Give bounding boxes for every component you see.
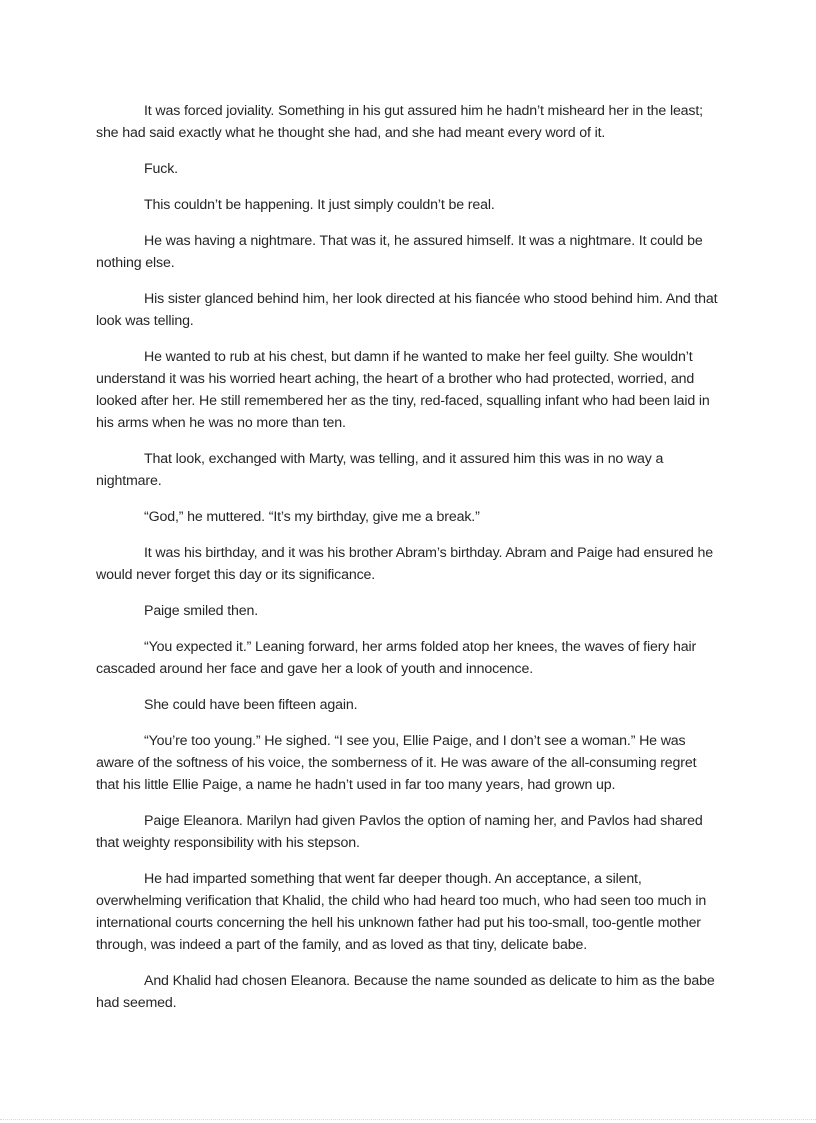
page-bottom-divider	[0, 1119, 816, 1120]
paragraph: “God,” he muttered. “It’s my birthday, give me a break.”	[144, 509, 480, 525]
paragraph: Paige Eleanora. Marilyn had given Pavlos the option of naming her, and Pavlos had shared that weighty responsibility with his stepson.	[96, 813, 703, 851]
paragraph: That look, exchanged with Marty, was telling, and it assured him this was in no way a nightmare.	[96, 451, 664, 489]
paragraph: It was his birthday, and it was his brother Abram’s birthday. Abram and Paige had ensured he would never forget this day or its significance.	[96, 545, 713, 583]
paragraph: He wanted to rub at his chest, but damn if he wanted to make her feel guilty. She wouldn’t understand it was his worried heart aching, the heart of a brother who had protected, worried, and looked after her. He still remembered her as the tiny, red-faced, squalling infant who had been laid in his arms when he was no more than ten.	[96, 349, 710, 431]
paragraph: “You’re too young.” He sighed. “I see you, Ellie Paige, and I don’t see a woman.” He was aware of the softness of his voice, the somberness of it. He was aware of the all-consuming regret that his little Ellie Paige, a name he hadn’t used in far too many years, had grown up.	[96, 733, 697, 793]
paragraph: It was forced joviality. Something in his gut assured him he hadn’t misheard her in the least; she had said exactly what he thought she had, and she had meant every word of it.	[96, 103, 703, 141]
paragraph: He was having a nightmare. That was it, he assured himself. It was a nightmare. It could be nothing else.	[96, 233, 703, 271]
paragraph: And Khalid had chosen Eleanora. Because the name sounded as delicate to him as the babe had seemed.	[96, 973, 715, 1011]
paragraph: Fuck.	[144, 161, 178, 177]
paragraph: Paige smiled then.	[144, 603, 259, 619]
document-page	[96, 100, 720, 1028]
paragraph: She could have been fifteen again.	[144, 697, 358, 713]
paragraph: His sister glanced behind him, her look directed at his fiancée who stood behind him. And that look was telling.	[96, 291, 718, 329]
paragraph: He had imparted something that went far deeper though. An acceptance, a silent, overwhelming verification that Khalid, the child who had heard too much, who had seen too much in international courts concerning the hell his unknown father had put his too-small, too-gentle mother through, was indeed a part of the family, and as loved as that tiny, delicate babe.	[96, 871, 707, 953]
paragraph: “You expected it.” Leaning forward, her arms folded atop her knees, the waves of fiery hair cascaded around her face and gave her a look of youth and innocence.	[96, 639, 697, 677]
paragraph: This couldn’t be happening. It just simply couldn’t be real.	[144, 197, 495, 213]
